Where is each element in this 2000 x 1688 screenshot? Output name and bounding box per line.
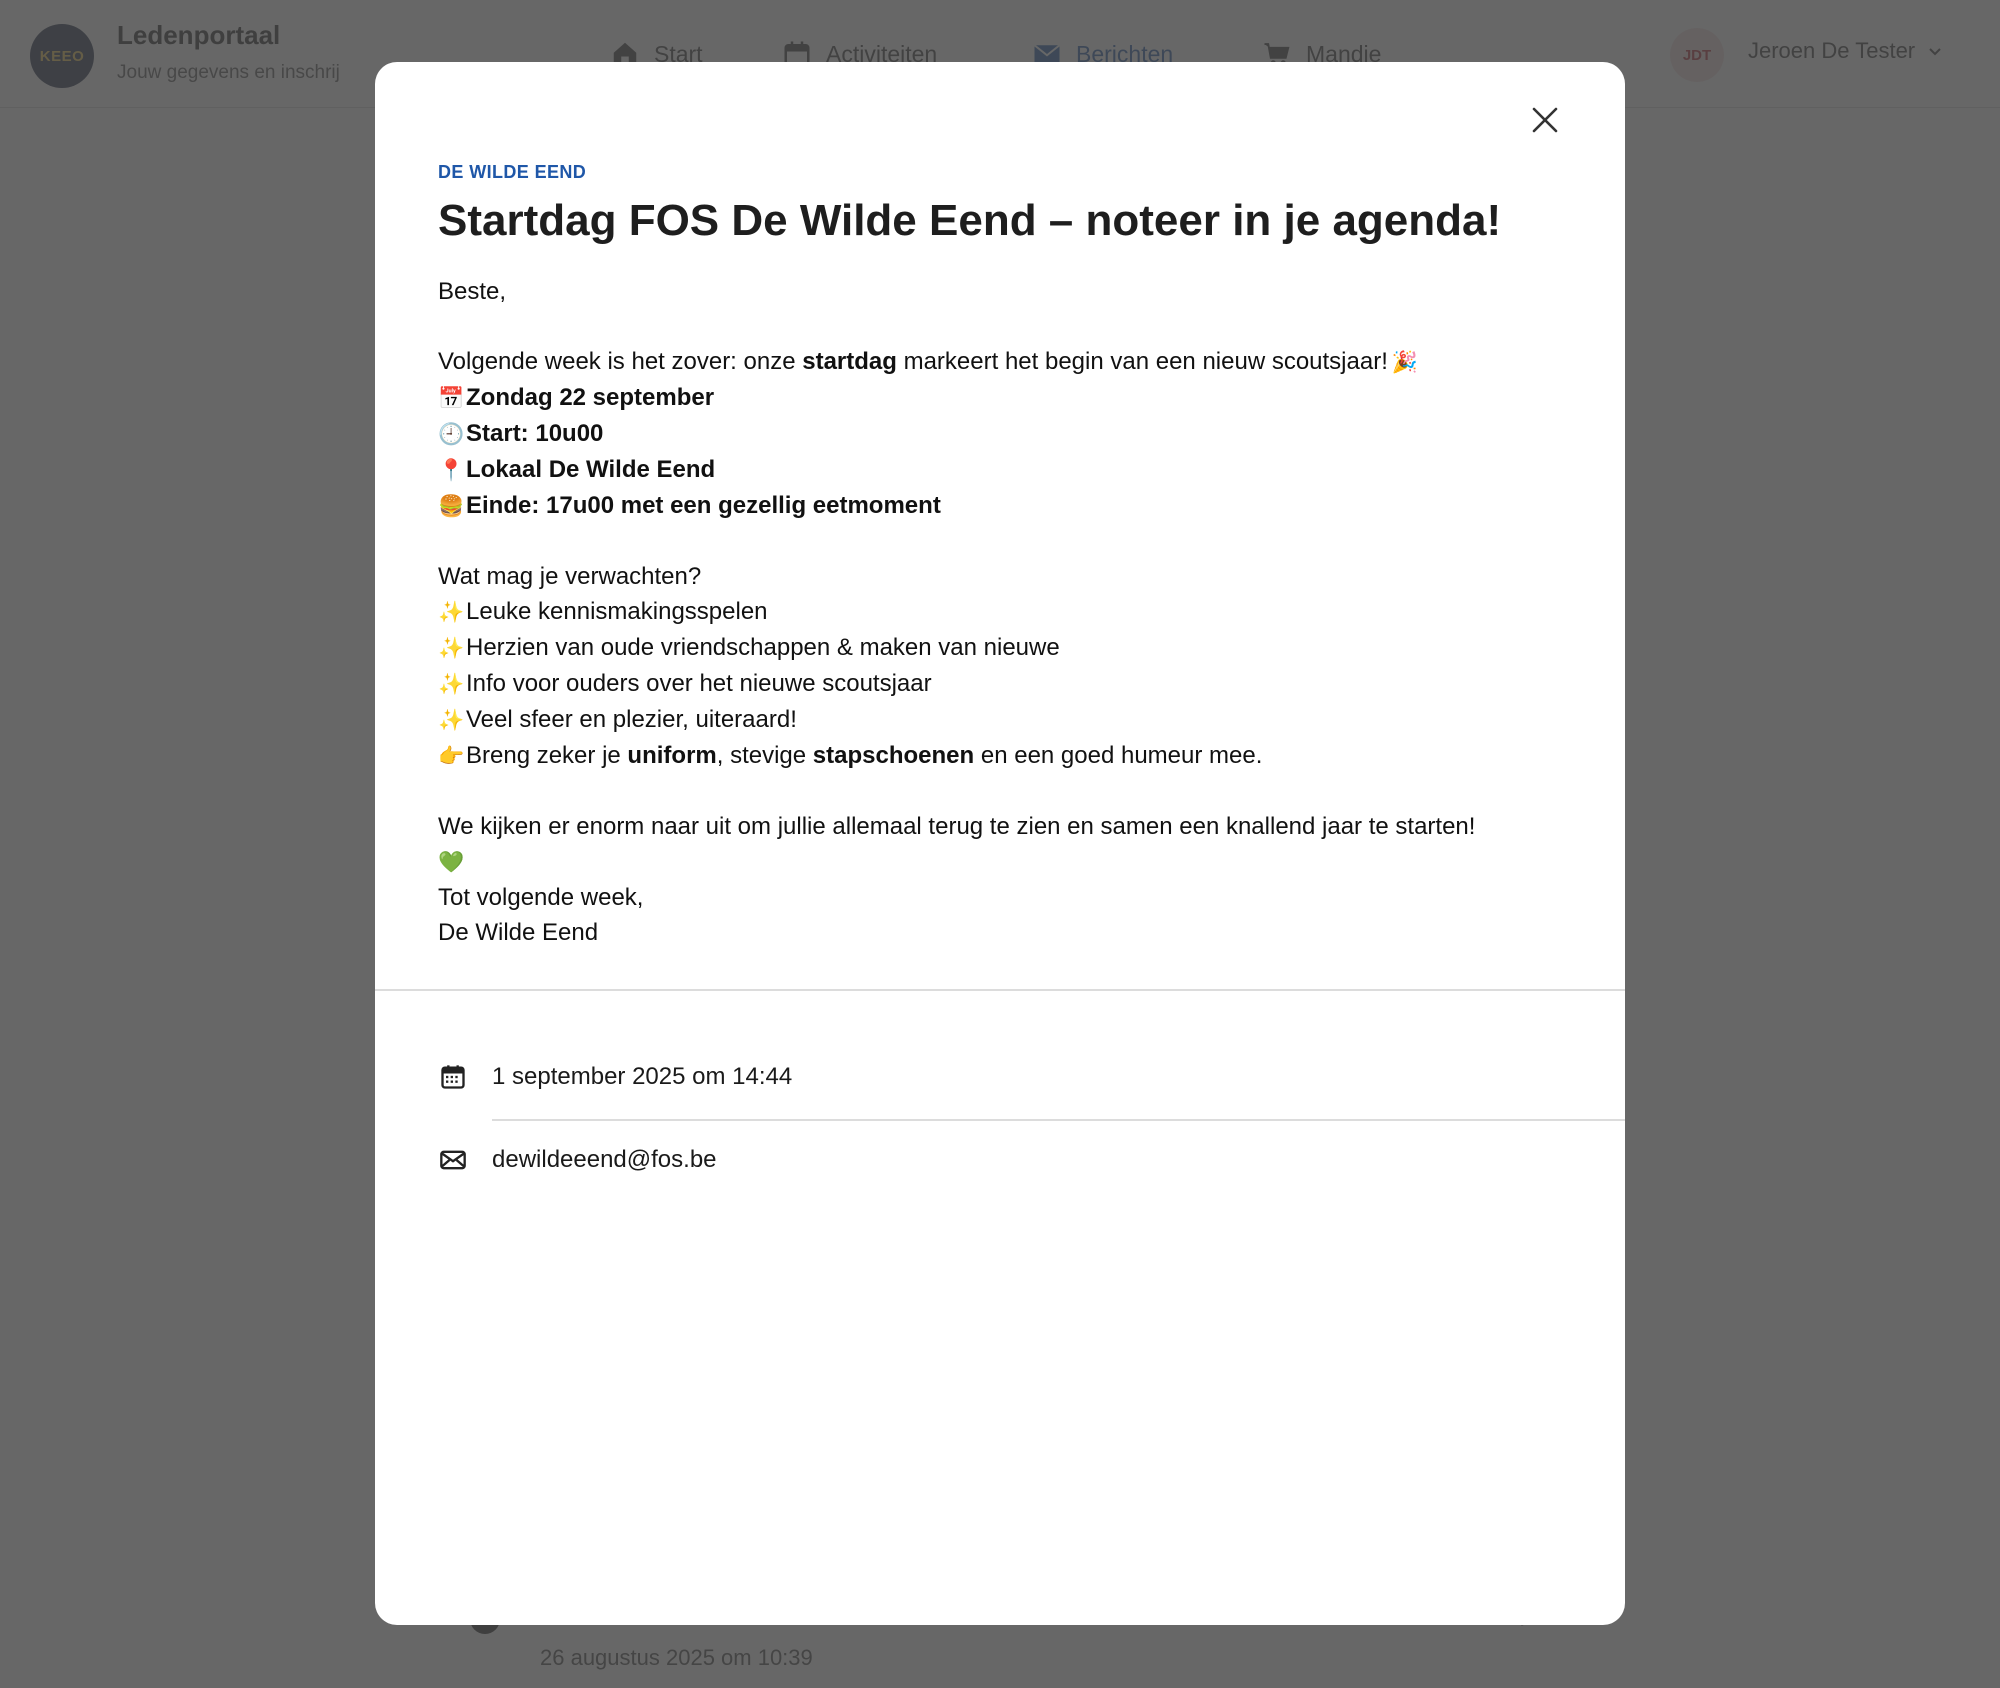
intro-paragraph: Volgende week is het zover: onze startdag markeert het begin van een nieuw scoutsjaar! 🎉 — [438, 344, 1588, 380]
section-divider — [375, 989, 1625, 991]
message-sender-tag: DE WILDE EEND — [438, 162, 587, 182]
message-sender-row[interactable] — [438, 1140, 717, 1180]
expect-heading: Wat mag je verwachten? — [438, 563, 702, 590]
burger-emoji: 🍔 — [438, 494, 465, 518]
sparkles-emoji: ✨ — [438, 708, 465, 732]
detail-end: 🍔Einde: 17u00 met een gezellig eetmoment — [438, 488, 1588, 524]
expect-item: ✨Leuke kennismakingsspelen — [438, 594, 1588, 630]
message-modal — [375, 62, 1625, 1625]
detail-location: 📍Lokaal De Wilde Eend — [438, 452, 1588, 488]
pointing-hand-emoji: 👉 — [438, 744, 465, 768]
clock-emoji: 🕘 — [438, 422, 465, 446]
greeting: Beste, — [438, 278, 507, 305]
message-date: 1 september 2025 om 14:44 — [492, 1063, 793, 1090]
calendar-icon — [438, 1062, 468, 1092]
signature: De Wilde Eend — [438, 919, 599, 946]
green-heart-emoji: 💚 — [438, 850, 465, 874]
message-date-row — [438, 1057, 793, 1097]
close-button[interactable] — [1522, 97, 1568, 143]
detail-date: 📅Zondag 22 september — [438, 380, 1588, 416]
sparkles-emoji: ✨ — [438, 672, 465, 696]
pin-emoji: 📍 — [438, 458, 465, 482]
signoff: Tot volgende week, — [438, 884, 644, 911]
blank-line — [438, 524, 1588, 559]
party-emoji: 🎉 — [1391, 350, 1419, 374]
sparkles-emoji: ✨ — [438, 636, 465, 660]
bring-line: 👉Breng zeker je uniform, stevige stapschoenen en een goed humeur mee. — [438, 738, 1588, 774]
close-icon — [1531, 106, 1559, 134]
sparkles-emoji: ✨ — [438, 600, 465, 624]
expect-item: ✨Info voor ouders over het nieuwe scoutsjaar — [438, 666, 1588, 702]
detail-start: 🕘Start: 10u00 — [438, 416, 1588, 452]
closing-emoji — [438, 844, 1588, 880]
meta-divider — [492, 1119, 1625, 1121]
expect-item: ✨Veel sfeer en plezier, uiteraard! — [438, 702, 1588, 738]
message-body — [438, 274, 1588, 950]
blank-line — [438, 774, 1588, 809]
calendar-emoji: 📅 — [438, 386, 465, 410]
expect-item: ✨Herzien van oude vriendschappen & maken van nieuwe — [438, 630, 1588, 666]
envelope-icon — [438, 1145, 468, 1175]
blank-line — [438, 309, 1588, 344]
message-title: Startdag FOS De Wilde Eend – noteer in je agenda! — [438, 196, 1502, 245]
sender-email[interactable]: dewildeeend@fos.be — [492, 1146, 717, 1173]
closing-paragraph: We kijken er enorm naar uit om jullie allemaal terug te zien en samen een knallend jaar te starten! — [438, 813, 1476, 840]
